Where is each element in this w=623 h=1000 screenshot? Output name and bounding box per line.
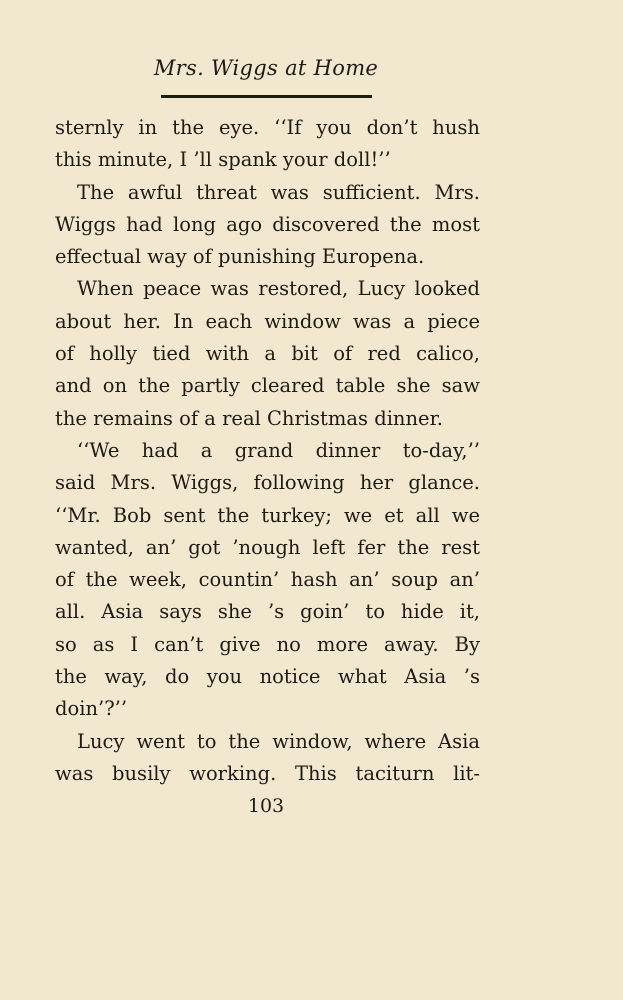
text-line: When peace was restored, Lucy looked (77, 277, 480, 301)
text-line: wanted, an’ got ’nough left fer the rest (55, 535, 480, 559)
text-line: and on the partly cleared table she saw (55, 374, 480, 398)
text-line: all. Asia says she ’s goin’ to hide it, (55, 600, 480, 624)
text-line: about her. In each window was a piece (55, 309, 480, 333)
text-line: so as I can’t give no more away. By (55, 632, 480, 656)
text-line: the remains of a real Christmas dinner. (55, 406, 443, 430)
text-line: ‘‘We had a grand dinner to-day,’’ (77, 438, 480, 462)
text-line: the way, do you notice what Asia ’s (55, 665, 480, 689)
header-rule (161, 95, 372, 98)
text-line: this minute, I ’ll spank your doll!’’ (55, 148, 391, 172)
text-line: of holly tied with a bit of red calico, (55, 342, 480, 366)
text-line: of the week, countin’ hash an’ soup an’ (55, 568, 480, 592)
text-line: sternly in the eye. ‘‘If you don’t hush (55, 116, 480, 139)
text-line: effectual way of punishing Europena. (55, 245, 425, 269)
text-line: The awful threat was sufficient. Mrs. (77, 180, 480, 204)
text-line: ‘‘Mr. Bob sent the turkey; we et all we (55, 503, 480, 527)
text-line: said Mrs. Wiggs, following her glance. (55, 471, 480, 495)
text-line: Lucy went to the window, where Asia (77, 729, 480, 753)
running-head: Mrs. Wiggs at Home (153, 56, 379, 80)
body-text (55, 112, 480, 790)
text-line: doin’?’’ (55, 697, 128, 721)
text-line: was busily working. This taciturn lit- (55, 761, 480, 785)
text-line: Wiggs had long ago discovered the most (55, 212, 480, 236)
page-number: 103 (247, 795, 285, 817)
